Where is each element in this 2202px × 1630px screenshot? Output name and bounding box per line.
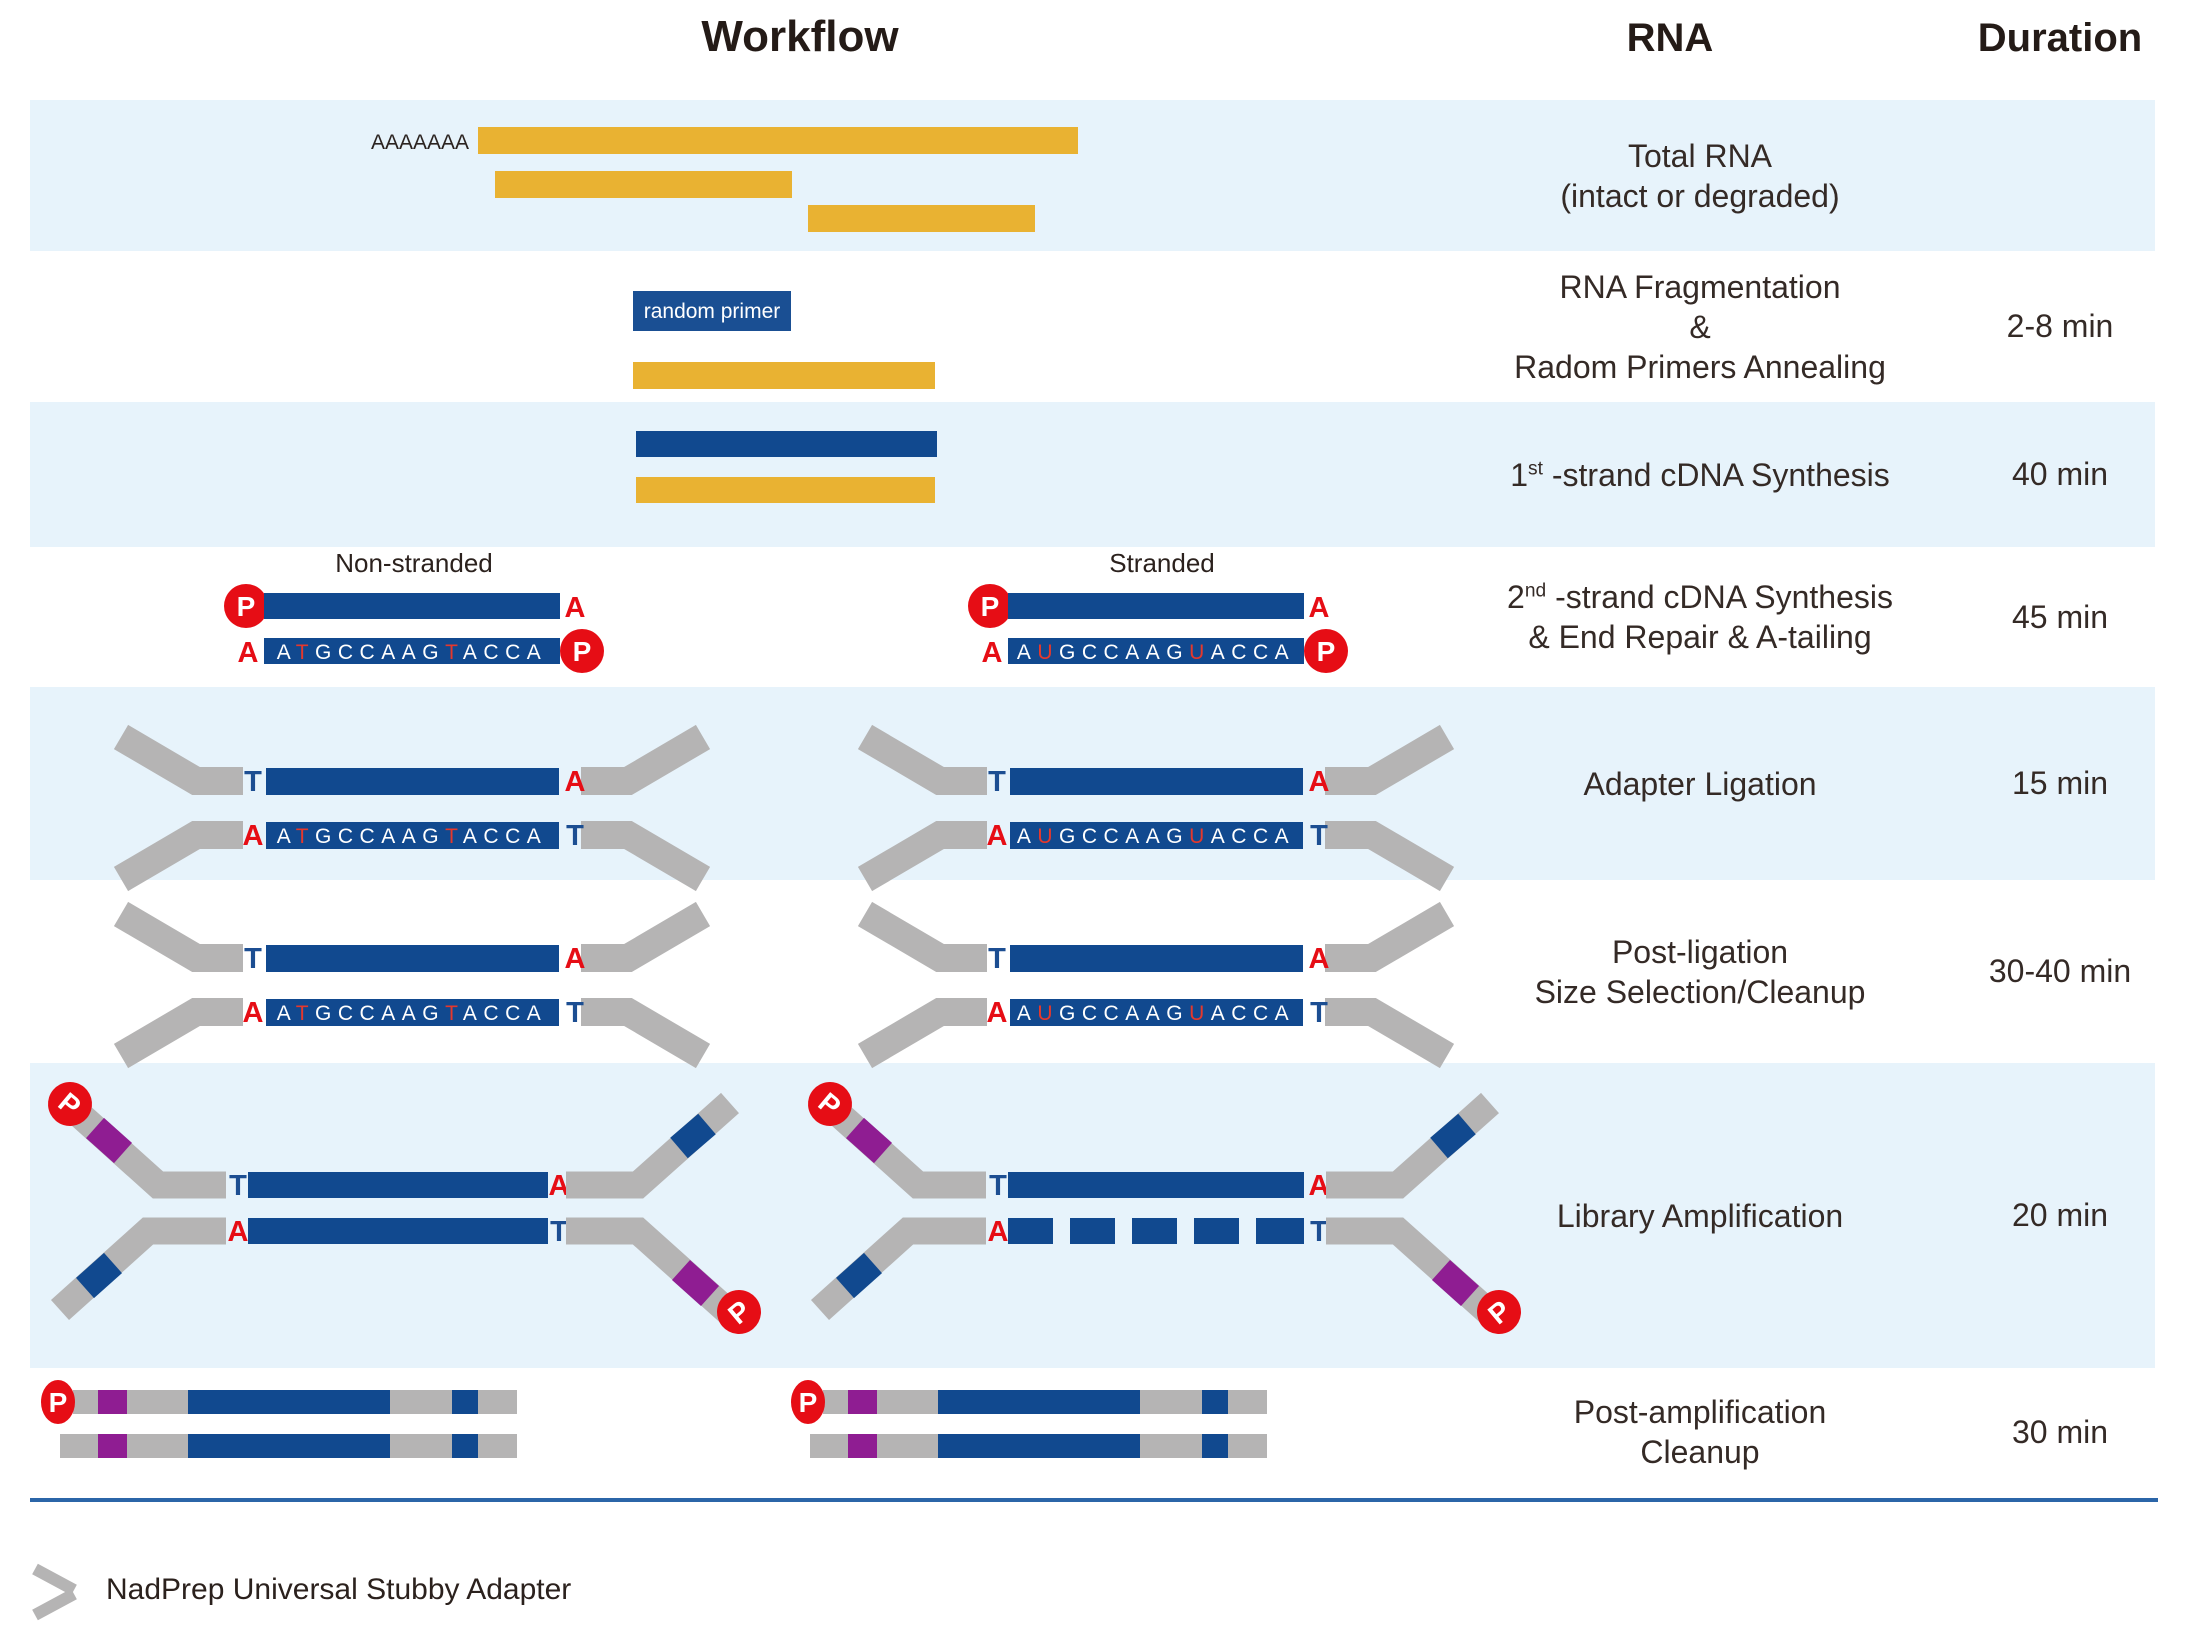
phosphate-circle — [968, 584, 1012, 628]
index-segment-purple — [855, 1128, 883, 1153]
library-segment — [823, 1390, 848, 1414]
library-segment — [98, 1390, 127, 1414]
insert-sequence: AUGCCAAGUACCA — [1016, 825, 1296, 848]
base-t: T — [1310, 997, 1328, 1029]
library-bottom-bar — [248, 1218, 548, 1244]
insert-sequence: ATGCCAAGTACCA — [276, 641, 548, 664]
library-segment — [810, 1434, 848, 1458]
base-a: A — [242, 997, 264, 1029]
base-t: T — [229, 1170, 247, 1202]
step-label-line: Adapter Ligation — [1583, 765, 1817, 802]
fragmented-rna-bar — [633, 362, 935, 389]
base-t: T — [988, 943, 1006, 975]
library-top-bar — [248, 1172, 548, 1198]
duration-second-strand-cdna-synthesis: 45 min — [2011, 598, 2109, 635]
adapter-arm-top-left — [121, 914, 243, 958]
adapter-arm-bottom-right — [581, 1012, 703, 1056]
double-strand-top-bar — [1008, 593, 1304, 619]
primer-arm-top-left — [70, 1106, 226, 1185]
base-a: A — [981, 637, 1003, 669]
rna-bar-medium — [495, 171, 792, 198]
step-label-line: & — [1689, 308, 1711, 345]
adapter-arm-top-left — [865, 737, 987, 781]
library-segment — [390, 1390, 452, 1414]
phosphate-letter: P — [1482, 1294, 1517, 1331]
duration-post-amplification-cleanup: 30 min — [2011, 1413, 2109, 1450]
amplified-library-bottom-bar — [810, 1434, 1267, 1458]
base-t: T — [566, 820, 584, 852]
base-a: A — [986, 820, 1008, 852]
column-header-workflow: Workflow — [701, 12, 899, 61]
library-segment — [877, 1390, 938, 1414]
phosphate-letter: P — [236, 591, 256, 622]
library-segment — [188, 1390, 390, 1414]
step-label-line: (intact or degraded) — [1560, 177, 1840, 214]
column-header-duration: Duration — [1977, 16, 2143, 60]
phosphate-letter: P — [722, 1294, 757, 1331]
base-t: T — [1310, 1216, 1328, 1248]
phosphate-letter: P — [1316, 636, 1336, 667]
adapter-arm-top-right — [1325, 737, 1447, 781]
adapter-arm-top-left — [865, 914, 987, 958]
insert-top-bar — [1010, 945, 1303, 972]
amplified-library-top-bar — [823, 1390, 1267, 1414]
base-t: T — [244, 943, 262, 975]
phosphate-circle — [1304, 629, 1348, 673]
insert-sequence: ATGCCAAGTACCA — [276, 825, 548, 848]
adapter-arm-bottom-right — [1325, 1012, 1447, 1056]
phosphate-circle — [224, 584, 268, 628]
phosphate-letter: P — [798, 1387, 818, 1418]
adapter-arm-top-right — [581, 737, 703, 781]
insert-top-bar — [1010, 768, 1303, 795]
library-segment — [478, 1390, 517, 1414]
index-segment-purple — [95, 1128, 123, 1153]
step-label-line: Post-ligation — [1611, 933, 1789, 970]
library-segment — [1140, 1390, 1202, 1414]
index-segment-blue — [85, 1263, 113, 1288]
duration-library-amplification: 20 min — [2011, 1197, 2109, 1233]
adapter-arm-top-right — [1325, 914, 1447, 958]
dashed-strand-segment — [1132, 1218, 1177, 1244]
step-label-line: Radom Primers Annealing — [1514, 348, 1886, 385]
group-label-stranded: Stranded — [1109, 548, 1215, 578]
library-segment — [60, 1434, 98, 1458]
phosphate-letter: P — [980, 591, 1000, 622]
step-label-line: 2nd -strand cDNA Synthesis — [1507, 579, 1893, 615]
library-segment — [452, 1434, 478, 1458]
duration-first-strand-cdna-synthesis: 40 min — [2011, 456, 2109, 492]
poly-a-label: AAAAAAA — [370, 131, 470, 154]
base-t: T — [1310, 820, 1328, 852]
step-label-line: Cleanup — [1640, 1434, 1760, 1470]
phosphate-letter: P — [48, 1387, 68, 1418]
base-a: A — [1308, 766, 1330, 798]
base-a: A — [564, 766, 586, 798]
legend — [30, 1552, 571, 1628]
base-a: A — [242, 820, 264, 852]
adapter-arm-top-right — [581, 914, 703, 958]
step-label-line: RNA Fragmentation — [1559, 268, 1841, 305]
index-segment-blue — [1439, 1124, 1467, 1148]
base-t: T — [550, 1216, 568, 1248]
library-segment — [877, 1434, 938, 1458]
library-segment — [98, 1434, 127, 1458]
phosphate-letter: P — [572, 636, 592, 667]
insert-sequence: ATGCCAAGTACCA — [276, 1002, 548, 1025]
base-a: A — [237, 637, 259, 669]
library-segment — [1140, 1434, 1202, 1458]
library-segment — [478, 1434, 517, 1458]
adapter-arm-bottom-left — [121, 1012, 243, 1056]
insert-sequence: AUGCCAAGUACCA — [1016, 1002, 1296, 1025]
index-segment-blue — [845, 1263, 873, 1288]
base-a: A — [1308, 592, 1330, 624]
phosphate-circle — [41, 1380, 75, 1424]
library-segment — [452, 1390, 478, 1414]
base-a: A — [548, 1170, 570, 1202]
duration-rna-fragmentation: 2-8 min — [2006, 308, 2114, 344]
index-segment-blue — [679, 1124, 707, 1148]
library-segment — [127, 1434, 188, 1458]
library-segment — [390, 1434, 452, 1458]
duration-post-ligation-size-selection: 30-40 min — [1988, 953, 2132, 989]
dashed-strand-segment — [1070, 1218, 1115, 1244]
base-a: A — [564, 592, 586, 624]
phosphate-letter: P — [812, 1086, 847, 1123]
base-t: T — [566, 997, 584, 1029]
base-a: A — [1308, 943, 1330, 975]
base-a: A — [227, 1216, 249, 1248]
library-segment — [1202, 1390, 1228, 1414]
library-segment — [938, 1434, 1140, 1458]
column-header-rna: RNA — [1626, 16, 1714, 60]
library-segment — [127, 1390, 188, 1414]
primer-arm-bottom-right — [566, 1231, 734, 1317]
amplified-library-top-bar — [73, 1390, 517, 1414]
legend-adapter-label: NadPrep Universal Stubby Adapter — [106, 1573, 572, 1606]
base-a: A — [986, 997, 1008, 1029]
step-label-line: & End Repair & A-tailing — [1528, 619, 1872, 655]
adapter-arm-bottom-left — [865, 1012, 987, 1056]
adapter-arm-top-left — [121, 737, 243, 781]
library-segment — [73, 1390, 98, 1414]
rna-template-bar — [636, 477, 935, 503]
primer-arm-bottom-right — [1326, 1231, 1494, 1317]
insert-top-bar — [266, 945, 559, 972]
dashed-strand-segment — [1194, 1218, 1239, 1244]
dashed-strand-segment — [1256, 1218, 1304, 1244]
footer-divider-line — [30, 1498, 2158, 1502]
library-segment — [938, 1390, 1140, 1414]
primer-arm-top-right — [566, 1103, 730, 1185]
primer-arm-top-right — [1326, 1103, 1490, 1185]
base-t: T — [244, 766, 262, 798]
base-a: A — [564, 943, 586, 975]
rna-bar-long — [478, 127, 1078, 154]
step-label-line: 1st -strand cDNA Synthesis — [1510, 456, 1890, 493]
duration-adapter-ligation: 15 min — [2011, 765, 2109, 801]
amplified-library-bottom-bar — [60, 1434, 517, 1458]
base-t: T — [988, 766, 1006, 798]
library-segment — [1228, 1390, 1267, 1414]
step-label-line: Post-amplification — [1573, 1394, 1827, 1430]
base-a: A — [987, 1216, 1009, 1248]
adapter-arm-bottom-right — [1325, 835, 1447, 879]
phosphate-circle — [791, 1380, 825, 1424]
library-segment — [1228, 1434, 1267, 1458]
library-segment — [1202, 1434, 1228, 1458]
phosphate-letter: P — [52, 1086, 87, 1123]
step-label-line: Library Amplification — [1556, 1197, 1844, 1234]
library-segment — [848, 1390, 877, 1414]
first-strand-cdna-bar — [636, 431, 937, 457]
stubby-adapter-icon — [30, 1555, 82, 1625]
double-strand-top-bar — [264, 593, 560, 619]
adapter-arm-bottom-left — [121, 835, 243, 879]
step-label-line: Size Selection/Cleanup — [1534, 973, 1866, 1010]
step-label-line: Total RNA — [1627, 137, 1773, 174]
adapter-arm-bottom-right — [581, 835, 703, 879]
primer-arm-top-left — [830, 1106, 986, 1185]
adapter-arm-bottom-left — [865, 835, 987, 879]
base-a: A — [1308, 1170, 1330, 1202]
phosphate-circle — [560, 629, 604, 673]
random-primer-label: random primer — [643, 300, 781, 323]
library-top-bar — [1008, 1172, 1304, 1198]
library-segment — [848, 1434, 877, 1458]
rna-bar-short — [808, 205, 1035, 232]
library-segment — [188, 1434, 390, 1458]
group-label-non-stranded: Non-stranded — [335, 548, 493, 578]
dashed-strand-segment — [1008, 1218, 1053, 1244]
base-t: T — [989, 1170, 1007, 1202]
insert-top-bar — [266, 768, 559, 795]
insert-sequence: AUGCCAAGUACCA — [1016, 641, 1296, 664]
